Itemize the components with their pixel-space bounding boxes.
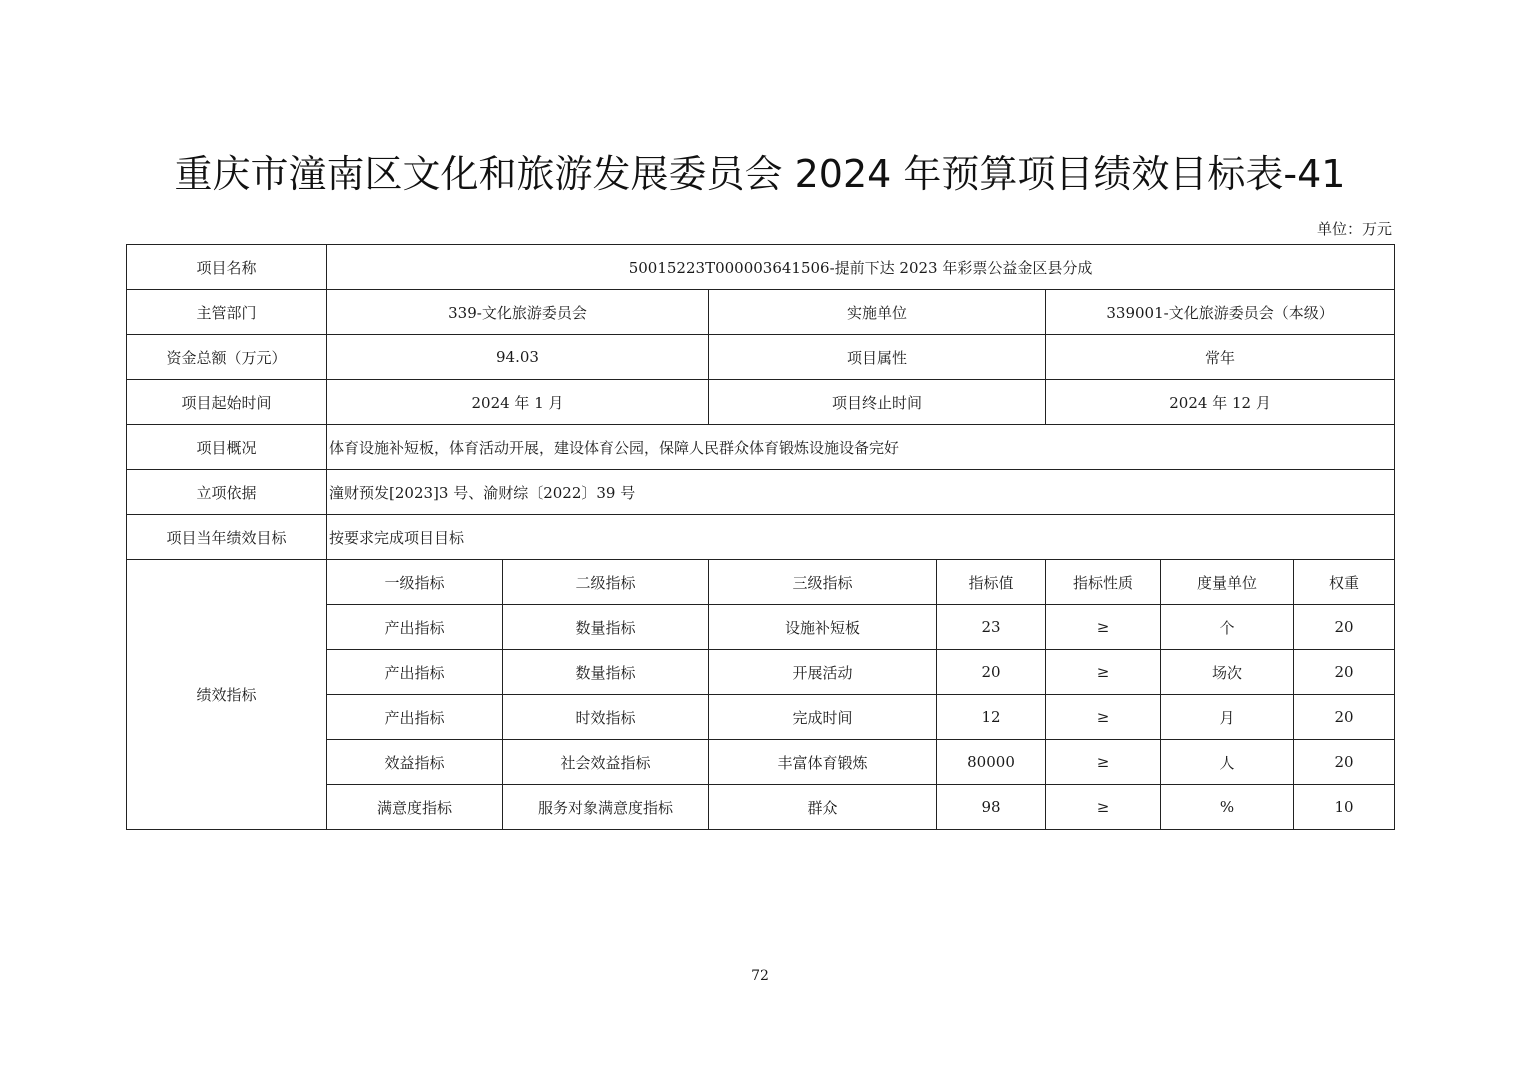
row-time [127,380,1395,425]
header-weight: 权重 [1294,560,1395,605]
indicator-level3: 开展活动 [709,650,937,695]
unit-label: 单位：万元 [1316,220,1392,238]
goal-value: 按要求完成项目目标 [327,515,1395,560]
indicator-nature: ≥ [1046,650,1161,695]
header-level3: 三级指标 [709,560,937,605]
header-unit: 度量单位 [1161,560,1294,605]
basis-label: 立项依据 [127,470,327,515]
indicator-value: 98 [937,785,1046,830]
indicator-unit: 月 [1161,695,1294,740]
department-label: 主管部门 [127,290,327,335]
performance-indicators-label: 绩效指标 [127,560,327,830]
header-value: 指标值 [937,560,1046,605]
end-time-label: 项目终止时间 [709,380,1046,425]
indicator-unit: % [1161,785,1294,830]
page-title: 重庆市潼南区文化和旅游发展委员会 2024 年预算项目绩效目标表-41 [174,152,1346,196]
end-time-value: 2024 年 12 月 [1046,380,1395,425]
indicator-nature: ≥ [1046,740,1161,785]
indicator-level1: 产出指标 [327,605,503,650]
implementing-unit-value: 339001-文化旅游委员会（本级） [1046,290,1395,335]
indicator-unit: 场次 [1161,650,1294,695]
indicator-weight: 20 [1294,605,1395,650]
indicator-value: 23 [937,605,1046,650]
indicator-level1: 产出指标 [327,650,503,695]
start-time-label: 项目起始时间 [127,380,327,425]
start-time-value: 2024 年 1 月 [327,380,709,425]
funds-value: 94.03 [327,335,709,380]
project-attribute-label: 项目属性 [709,335,1046,380]
overview-value: 体育设施补短板，体育活动开展，建设体育公园，保障人民群众体育锻炼设施设备完好 [327,425,1395,470]
indicator-level1: 效益指标 [327,740,503,785]
row-department [127,290,1395,335]
indicator-level3: 完成时间 [709,695,937,740]
indicator-level2: 数量指标 [503,650,709,695]
implementing-unit-label: 实施单位 [709,290,1046,335]
indicator-level2: 服务对象满意度指标 [503,785,709,830]
header-level1: 一级指标 [327,560,503,605]
indicator-unit: 人 [1161,740,1294,785]
indicator-level2: 社会效益指标 [503,740,709,785]
project-name-label: 项目名称 [127,245,327,290]
performance-target-table [126,244,1395,830]
row-basis [127,470,1395,515]
project-attribute-value: 常年 [1046,335,1395,380]
indicator-level3: 群众 [709,785,937,830]
indicator-level3: 丰富体育锻炼 [709,740,937,785]
row-indicator-headers [127,560,1395,605]
indicator-level3: 设施补短板 [709,605,937,650]
header-nature: 指标性质 [1046,560,1161,605]
basis-value: 潼财预发[2023]3 号、渝财综〔2022〕39 号 [327,470,1395,515]
indicator-value: 20 [937,650,1046,695]
header-level2: 二级指标 [503,560,709,605]
indicator-level1: 产出指标 [327,695,503,740]
indicator-unit: 个 [1161,605,1294,650]
indicator-level1: 满意度指标 [327,785,503,830]
indicator-level2: 数量指标 [503,605,709,650]
indicator-weight: 20 [1294,695,1395,740]
row-project-name [127,245,1395,290]
funds-label: 资金总额（万元） [127,335,327,380]
row-funds [127,335,1395,380]
row-overview [127,425,1395,470]
indicator-weight: 20 [1294,740,1395,785]
indicator-weight: 20 [1294,650,1395,695]
department-value: 339-文化旅游委员会 [327,290,709,335]
indicator-level2: 时效指标 [503,695,709,740]
overview-label: 项目概况 [127,425,327,470]
indicator-nature: ≥ [1046,785,1161,830]
indicator-value: 80000 [937,740,1046,785]
row-goal [127,515,1395,560]
page-number: 72 [751,968,769,984]
indicator-nature: ≥ [1046,695,1161,740]
goal-label: 项目当年绩效目标 [127,515,327,560]
indicator-weight: 10 [1294,785,1395,830]
project-name-value: 50015223T000003641506-提前下达 2023 年彩票公益金区县分成 [327,245,1395,290]
indicator-nature: ≥ [1046,605,1161,650]
indicator-value: 12 [937,695,1046,740]
